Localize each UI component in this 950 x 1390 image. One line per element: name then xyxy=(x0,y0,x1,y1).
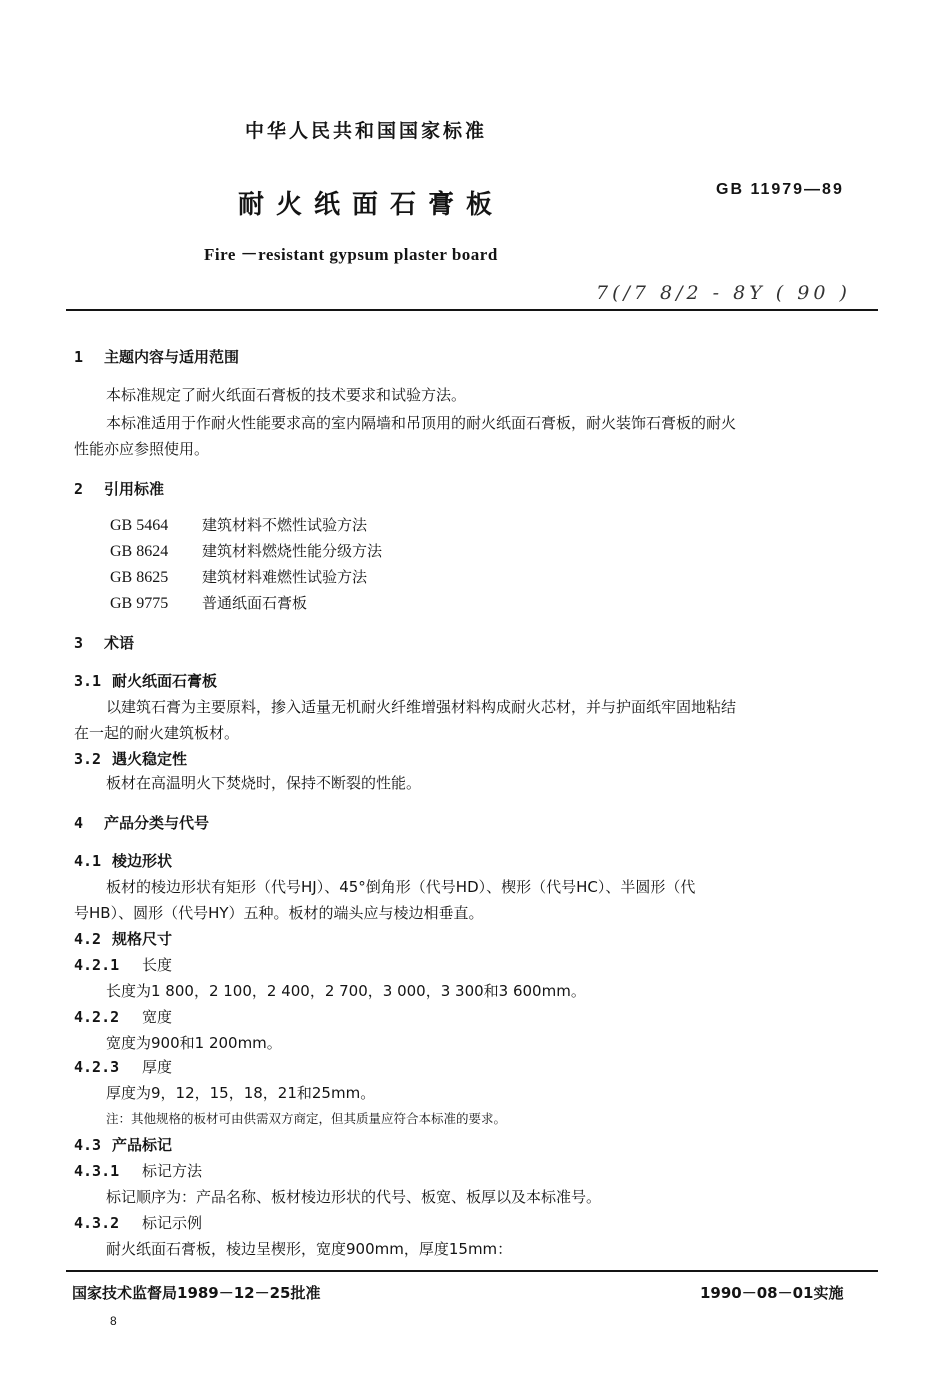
subsection-title: 厚度 xyxy=(142,1058,173,1076)
subsection-number: 3.2 xyxy=(74,750,102,768)
section-number: 2 xyxy=(74,480,84,498)
subsection-title: 标记示例 xyxy=(142,1214,203,1232)
reference-code: GB 8625 xyxy=(110,569,169,586)
subsection-title: 标记方法 xyxy=(142,1162,203,1180)
subsection-title: 棱边形状 xyxy=(112,852,173,870)
handwritten-annotation: 7(/7 8/2 - 8Y ( 90 ) xyxy=(596,282,851,304)
paragraph: 本标准适用于作耐火性能要求高的室内隔墙和吊顶用的耐火纸面石膏板，耐火装饰石膏板的耐火 xyxy=(106,414,737,432)
paragraph: 本标准规定了耐火纸面石膏板的技术要求和试验方法。 xyxy=(106,386,467,404)
standard-number: GB 11979—89 xyxy=(716,181,844,198)
subsection-number: 4.2.1 xyxy=(74,956,120,974)
subsection-4-3-2-heading xyxy=(74,1212,202,1233)
paragraph: 板材在高温明火下焚烧时，保持不断裂的性能。 xyxy=(106,774,422,792)
subsection-number: 4.3 xyxy=(74,1136,102,1154)
subsection-number: 4.3.1 xyxy=(74,1162,120,1180)
issuer-name: 中华人民共和国国家标准 xyxy=(245,120,488,142)
section-1-heading xyxy=(74,346,239,367)
approval-date: 国家技术监督局1989－12－25批准 xyxy=(72,1284,321,1302)
subsection-number: 4.2 xyxy=(74,930,102,948)
reference-item xyxy=(110,540,382,561)
subsection-title: 规格尺寸 xyxy=(112,930,173,948)
subsection-number: 3.1 xyxy=(74,672,102,690)
paragraph: 标记顺序为：产品名称、板材棱边形状的代号、板宽、板厚以及本标准号。 xyxy=(106,1188,602,1206)
section-number: 1 xyxy=(74,348,84,366)
reference-name: 普通纸面石膏板 xyxy=(202,594,308,612)
subsection-4-1-heading xyxy=(74,850,172,871)
reference-code: GB 5464 xyxy=(110,517,169,534)
subsection-4-3-1-heading xyxy=(74,1160,202,1181)
paragraph: 性能亦应参照使用。 xyxy=(74,440,210,458)
reference-item xyxy=(110,514,367,535)
reference-name: 建筑材料难燃性试验方法 xyxy=(202,568,368,586)
subsection-number: 4.2.3 xyxy=(74,1058,120,1076)
implementation-date: 1990－08－01实施 xyxy=(700,1284,844,1302)
reference-name: 建筑材料不燃性试验方法 xyxy=(202,516,368,534)
subsection-3-2-heading xyxy=(74,748,187,769)
paragraph: 板材的棱边形状有矩形（代号HJ）、45°倒角形（代号HD）、楔形（代号HC）、半圆形（代 xyxy=(106,878,696,896)
paragraph: 耐火纸面石膏板，棱边呈楔形，宽度900mm，厚度15mm： xyxy=(106,1240,513,1258)
subsection-number: 4.1 xyxy=(74,852,102,870)
section-number: 4 xyxy=(74,814,84,832)
subsection-4-2-3-heading xyxy=(74,1056,172,1077)
section-3-heading xyxy=(74,632,134,653)
subsection-4-2-1-heading xyxy=(74,954,172,975)
paragraph: 宽度为900和1 200mm。 xyxy=(106,1034,282,1052)
reference-name: 建筑材料燃烧性能分级方法 xyxy=(202,542,383,560)
subsection-4-3-heading xyxy=(74,1134,172,1155)
section-4-heading xyxy=(74,812,209,833)
paragraph: 号HB）、圆形（代号HY）五种。板材的端头应与棱边相垂直。 xyxy=(74,904,484,922)
section-title: 术语 xyxy=(104,634,135,652)
subsection-number: 4.3.2 xyxy=(74,1214,120,1232)
subsection-title: 产品标记 xyxy=(112,1136,173,1154)
subsection-4-2-heading xyxy=(74,928,172,949)
paragraph: 厚度为9，12，15，18，21和25mm。 xyxy=(106,1084,376,1102)
english-title: Fire －resistant gypsum plaster board xyxy=(204,245,498,264)
reference-code: GB 9775 xyxy=(110,595,169,612)
reference-code: GB 8624 xyxy=(110,543,169,560)
section-title: 引用标准 xyxy=(104,480,165,498)
paragraph: 在一起的耐火建筑板材。 xyxy=(74,724,240,742)
subsection-number: 4.2.2 xyxy=(74,1008,120,1026)
footer-divider xyxy=(66,1270,878,1272)
subsection-4-2-2-heading xyxy=(74,1006,172,1027)
subsection-title: 遇火稳定性 xyxy=(112,750,188,768)
section-title: 产品分类与代号 xyxy=(104,814,210,832)
subsection-title: 长度 xyxy=(142,956,173,974)
header-divider xyxy=(66,309,878,311)
paragraph: 长度为1 800，2 100，2 400，2 700，3 000，3 300和3 600mm。 xyxy=(106,982,586,1000)
reference-item xyxy=(110,592,307,613)
section-2-heading xyxy=(74,478,164,499)
subsection-title: 耐火纸面石膏板 xyxy=(112,672,218,690)
section-number: 3 xyxy=(74,634,84,652)
page-number: 8 xyxy=(110,1314,117,1328)
subsection-3-1-heading xyxy=(74,670,217,691)
section-title: 主题内容与适用范围 xyxy=(104,348,240,366)
subsection-title: 宽度 xyxy=(142,1008,173,1026)
paragraph: 以建筑石膏为主要原料，掺入适量无机耐火纤维增强材料构成耐火芯材，并与护面纸牢固地粘结 xyxy=(106,698,737,716)
note: 注：其他规格的板材可由供需双方商定，但其质量应符合本标准的要求。 xyxy=(106,1111,507,1126)
document-title: 耐火纸面石膏板 xyxy=(238,190,505,220)
reference-item xyxy=(110,566,367,587)
